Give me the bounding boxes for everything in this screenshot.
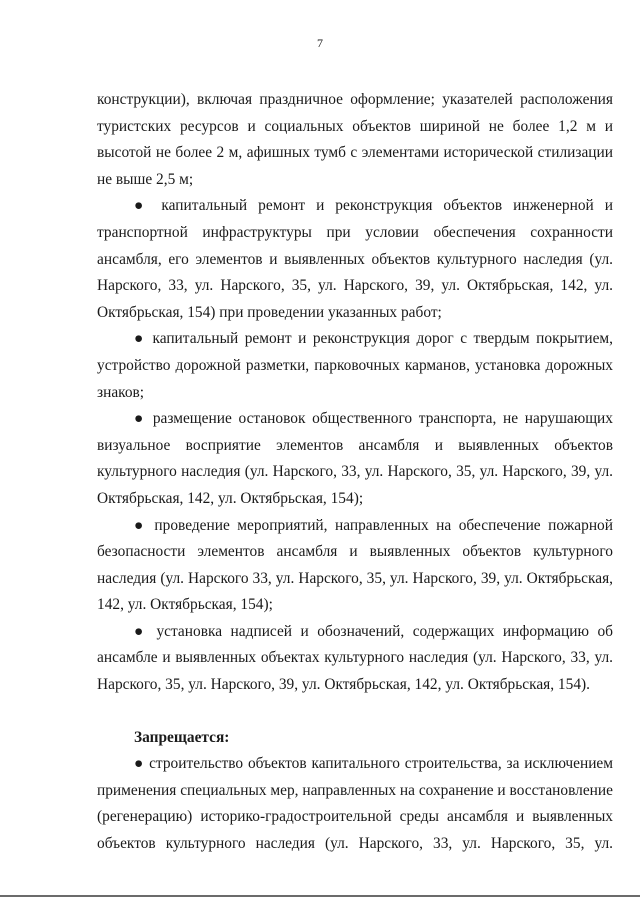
paragraph-signage: ● установка надписей и обозначений, содержащих информацию об ансамбле и выявленных объектах культурного наследия (ул. Нарского, 33, ул. Нарского, 35, ул. Нарского, 39, ул. Октябрьская, 142, ул. Октябрьская, 154). — [97, 622, 613, 694]
page-number: 7 — [317, 36, 323, 50]
section-heading-prohibited: Запрещается: — [134, 728, 230, 746]
paragraph-transport-stops: ● размещение остановок общественного транспорта, не нарушающих визуальное восприятие элементов ансамбля и выявленных объектов культурного наследия (ул. Нарского, 33, ул. Нарского, 35, ул. Нарского, 39, ул. Октябрьская, 142, ул. Октябрьская, 154); — [97, 410, 613, 507]
paragraph-construction: ● строительство объектов капитального строительства, за исключением применения специальных мер, направленных на сохранение и восстановление (регенерацию) историко-градостроительной среды ансамбля и выявленных объектов культурного наследия (ул. Нарского, 33, ул. Нарского, 35, ул. — [97, 755, 613, 853]
paragraph-fire-safety: ● проведение мероприятий, направленных на обеспечение пожарной безопасности элементов ансамбля и выявленных объектов культурного наследия (ул. Нарского 33, ул. Нарского, 35, ул. Нарского, 39, ул. Октябрьская, 142, ул. Октябрьская, 154); — [97, 516, 613, 614]
paragraph-engineering-infrastructure: ● капитальный ремонт и реконструкция объектов инженерной и транспортной инфраструктуры при условии обеспечения сохранности ансамбля, его элементов и выявленных объектов культурного наследия (ул. Нарского, 33, ул. Нарского, 35, ул. Нарского, 39, ул. Октябрьская, 142, ул. Октябрьская, 154) при проведении указанных работ; — [97, 197, 613, 321]
page-bottom-edge — [0, 895, 640, 897]
document-body — [97, 87, 613, 858]
paragraph-continuation: конструкции), включая праздничное оформление; указателей расположения туристских ресурсов и социальных объектов шириной не более 1,2 м и высотой не более 2 м, афишных тумб с элементами исторической стилизации не выше 2,5 м; — [97, 91, 613, 188]
paragraph-roads: ● капитальный ремонт и реконструкция дорог с твердым покрытием, устройство дорожной разметки, парковочных карманов, установка дорожных знаков; — [97, 330, 613, 401]
